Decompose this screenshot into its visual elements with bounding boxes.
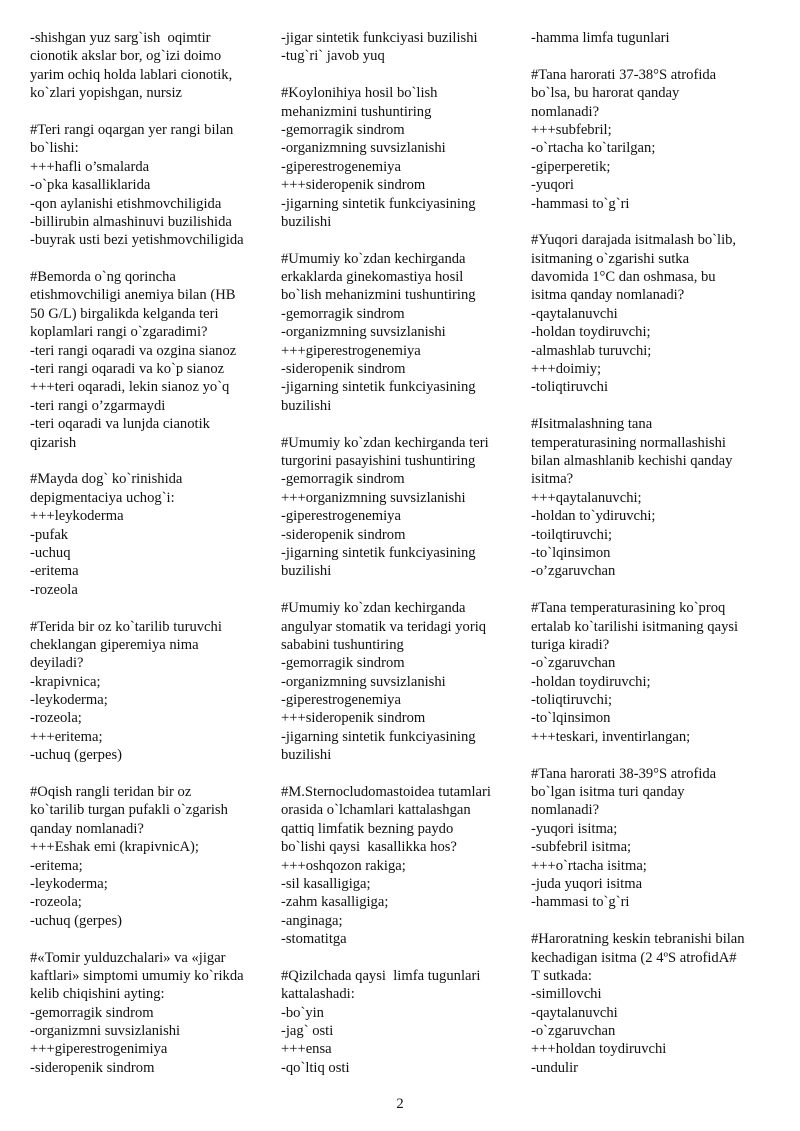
text-line: -sideropenik sindrom — [281, 361, 406, 378]
text-line: #Tana harorati 38-39°S atrofida — [531, 765, 717, 782]
text-line: -organizmning suvsizlanishi — [281, 324, 446, 341]
text-line: bilan almashlanib kechishi qanday — [531, 452, 733, 469]
text-line: +++giperestrogenemiya — [281, 342, 421, 359]
text-line — [281, 949, 521, 967]
text-line: -qaytalanuvchi — [531, 305, 618, 322]
text-line — [531, 581, 776, 599]
text-line: -gemorragik sindrom — [281, 121, 405, 138]
text-line: #Koylonihiya hosil bo`lish — [281, 85, 438, 102]
text-line: -gemorragik sindrom — [281, 655, 405, 672]
text-line: -holdan toydiruvchi; — [531, 324, 651, 341]
text-line: +++Eshak emi (krapivnicA); — [30, 839, 199, 856]
text-line: -holdan to`ydiruvchi; — [531, 508, 656, 525]
text-line: -holdan toydiruvchi; — [531, 673, 651, 690]
text-line: -hammasi to`g`ri — [531, 894, 630, 911]
text-line: #Tana temperaturasining ko`proq — [531, 600, 726, 617]
text-line: buzilishi — [281, 397, 332, 414]
text-line: -organizmning suvsizlanishi — [281, 673, 446, 690]
text-line: #Yuqori darajada isitmalash bo`lib, — [531, 232, 737, 249]
text-line: etishmovchiligi anemiya bilan (HB — [30, 287, 236, 304]
text-line: -leykoderma; — [30, 692, 108, 709]
text-line: -hamma limfa tugunlari — [531, 30, 670, 46]
text-line: #Bemorda o`ng qorincha — [30, 269, 176, 286]
text-line: isitmaning o`zgarishi sutka — [531, 250, 690, 267]
text-line: -jigar sintetik funkciyasi buzilishi — [281, 30, 478, 46]
text-column-right — [531, 29, 776, 1077]
text-line: -simillovchi — [531, 986, 602, 1003]
text-line: -yuqori isitma; — [531, 820, 618, 837]
text-line: +++teri oqaradi, lekin sianoz yo`q — [30, 379, 230, 396]
text-line: isitma? — [531, 471, 574, 488]
text-line — [281, 231, 521, 249]
text-line: -rozeola; — [30, 894, 82, 911]
text-line: -toliqtiruvchi — [531, 379, 609, 396]
text-line: ko`tarilib turgan pufakli o`zgarish — [30, 802, 228, 819]
text-line: -jag` osti — [281, 1023, 334, 1040]
text-line: nomlanadi? — [531, 802, 600, 819]
text-line: -o`pka kasalliklarida — [30, 177, 151, 194]
text-line: -shishgan yuz sarg`ish oqimtir — [30, 30, 211, 46]
text-line: -bo`yin — [281, 1004, 324, 1021]
text-line: ertalab ko`tarilishi isitmaning qaysi — [531, 618, 739, 635]
text-line: -jigarning sintetik funkciyasining — [281, 728, 476, 745]
text-line: -juda yuqori isitma — [531, 875, 643, 892]
text-line: -sideropenik sindrom — [281, 526, 406, 543]
text-line: -subfebril isitma; — [531, 839, 632, 856]
text-line: #Tana harorati 37-38°S atrofida — [531, 66, 717, 83]
text-column-left — [30, 29, 270, 1077]
text-line — [531, 746, 776, 764]
text-line: -teri rangi o’zgarmaydi — [30, 397, 166, 414]
text-line: -qo`ltiq osti — [281, 1059, 350, 1076]
text-line: +++doimiy; — [531, 361, 602, 378]
text-line: +++hafli o’smalarda — [30, 158, 150, 175]
text-line: -sideropenik sindrom — [30, 1059, 155, 1076]
text-line: +++leykoderma — [30, 508, 124, 525]
text-line: -gemorragik sindrom — [281, 305, 405, 322]
text-line — [30, 452, 270, 470]
text-line: ko`zlari yopishgan, nursiz — [30, 85, 182, 102]
text-line: +++holdan toydiruvchi — [531, 1041, 667, 1058]
text-line — [30, 103, 270, 121]
text-line: +++organizmning suvsizlanishi — [281, 489, 466, 506]
text-line: kattalashadi: — [281, 986, 355, 1003]
text-line: -qaytalanuvchi — [531, 1004, 618, 1021]
text-line: bo`lishi: — [30, 140, 79, 157]
text-line: -giperperetik; — [531, 158, 611, 175]
text-line: +++o`rtacha isitma; — [531, 857, 647, 874]
text-line: bo`lgan isitma turi qanday — [531, 784, 685, 801]
text-line: -to`lqinsimon — [531, 710, 611, 727]
text-line: -gemorragik sindrom — [30, 1004, 154, 1021]
text-line: +++ensa — [281, 1041, 332, 1058]
text-line: kechadigan isitma (2 4ºS atrofidA# — [531, 949, 737, 966]
text-column-middle — [281, 29, 521, 1077]
text-line — [531, 47, 776, 65]
text-line: -giperestrogenemiya — [281, 508, 401, 525]
text-line: -o`rtacha ko`tarilgan; — [531, 140, 656, 157]
text-line: -teri rangi oqaradi va ko`p sianoz — [30, 361, 225, 378]
text-line: -zahm kasalligiga; — [281, 894, 389, 911]
text-line: #Umumiy ko`zdan kechirganda — [281, 250, 466, 267]
text-line: -jigarning sintetik funkciyasining — [281, 379, 476, 396]
text-line: -jigarning sintetik funkciyasining — [281, 544, 476, 561]
text-line: #Terida bir oz ko`tarilib turuvchi — [30, 618, 222, 635]
text-line: -stomatitga — [281, 931, 347, 948]
text-line: qattiq limfatik bezning paydo — [281, 820, 454, 837]
text-line: -o`zgaruvchan — [531, 655, 616, 672]
text-line: -billirubin almashinuvi buzilishida — [30, 213, 232, 230]
text-line: temperaturasining normallashishi — [531, 434, 726, 451]
text-line: #Mayda dog` ko`rinishida — [30, 471, 183, 488]
text-line: deyiladi? — [30, 655, 84, 672]
text-line — [531, 912, 776, 930]
text-line: kelib chiqishini ayting: — [30, 986, 165, 1003]
text-line: +++sideropenik sindrom — [281, 177, 426, 194]
text-line — [30, 250, 270, 268]
text-line: -hammasi to`g`ri — [531, 195, 630, 212]
text-line: -qon aylanishi etishmovchiligida — [30, 195, 222, 212]
text-line: #Isitmalashning tana — [531, 416, 653, 433]
text-line: -organizmning suvsizlanishi — [281, 140, 446, 157]
text-line: +++subfebril; — [531, 121, 612, 138]
text-line: T sutkada: — [531, 967, 592, 984]
text-line: #Teri rangi oqargan yer rangi bilan — [30, 121, 234, 138]
text-line: +++eritema; — [30, 728, 103, 745]
text-line — [30, 765, 270, 783]
text-line: qizarish — [30, 434, 77, 451]
text-line: angulyar stomatik va teridagi yoriq — [281, 618, 487, 635]
text-line: buzilishi — [281, 563, 332, 580]
text-line: 50 G/L) birgalikda kelganda teri — [30, 305, 219, 322]
text-line: #Umumiy ko`zdan kechirganda — [281, 600, 466, 617]
text-line: bo`lsa, bu harorat qanday — [531, 85, 680, 102]
text-line: -almashlab turuvchi; — [531, 342, 652, 359]
text-line: #Qizilchada qaysi limfa tugunlari — [281, 967, 481, 984]
text-line: turiga kiradi? — [531, 636, 610, 653]
text-line — [281, 581, 521, 599]
text-line: -teri oqaradi va lunjda cianotik — [30, 416, 210, 433]
text-line: -krapivnica; — [30, 673, 101, 690]
text-line: +++qaytalanuvchi; — [531, 489, 642, 506]
text-line: #«Tomir yulduzchalari» va «jigar — [30, 949, 226, 966]
text-line: -gemorragik sindrom — [281, 471, 405, 488]
text-line: nomlanadi? — [531, 103, 600, 120]
text-line: #Oqish rangli teridan bir oz — [30, 784, 192, 801]
text-line: -o`zgaruvchan — [531, 1023, 616, 1040]
text-line: #M.Sternocludomastoidea tutamlari — [281, 784, 491, 801]
text-line: -tug`ri` javob yuq — [281, 48, 385, 65]
text-line — [281, 415, 521, 433]
text-line — [281, 66, 521, 84]
text-line: -uchuq (gerpes) — [30, 912, 122, 929]
text-line: -o’zgaruvchan — [531, 563, 616, 580]
text-line: +++teskari, inventirlangan; — [531, 728, 691, 745]
text-line: -eritema — [30, 563, 79, 580]
text-line: -teri rangi oqaradi va ozgina sianoz — [30, 342, 237, 359]
text-line: -uchuq — [30, 544, 71, 561]
text-line: +++giperestrogenimiya — [30, 1041, 168, 1058]
text-line: -yuqori — [531, 177, 574, 194]
text-line: mehanizmini tushuntiring — [281, 103, 432, 120]
text-line: -pufak — [30, 526, 69, 543]
text-line: -eritema; — [30, 857, 83, 874]
text-line: depigmentaciya uchog`i: — [30, 489, 175, 506]
text-line: cheklangan giperemiya nima — [30, 636, 199, 653]
page-number: 2 — [396, 1096, 404, 1112]
text-line: -toilqtiruvchi; — [531, 526, 613, 543]
text-line: cionotik akslar bor, og`izi doimo — [30, 48, 222, 65]
text-line: buzilishi — [281, 747, 332, 764]
text-line: -uchuq (gerpes) — [30, 747, 122, 764]
text-line: -anginaga; — [281, 912, 343, 929]
text-line: bo`lishi qaysi kasallikka hos? — [281, 839, 457, 856]
text-line: isitma qanday nomlanadi? — [531, 287, 685, 304]
text-line: -rozeola — [30, 581, 78, 598]
text-line: koplamlari rangi o`zgaradimi? — [30, 324, 208, 341]
text-line — [531, 213, 776, 231]
text-line: yarim ochiq holda lablari cionotik, — [30, 66, 233, 83]
text-line — [30, 599, 270, 617]
text-line: orasida o`lchamlari kattalashgan — [281, 802, 471, 819]
text-line: #Haroratning keskin tebranishi bilan — [531, 931, 745, 948]
text-line: turgorini pasayishini tushuntiring — [281, 452, 476, 469]
text-line: -giperestrogenemiya — [281, 692, 401, 709]
text-line: -undulir — [531, 1059, 579, 1076]
text-line — [281, 765, 521, 783]
text-line: +++sideropenik sindrom — [281, 710, 426, 727]
text-line: -jigarning sintetik funkciyasining — [281, 195, 476, 212]
text-line: -leykoderma; — [30, 875, 108, 892]
text-line: -rozeola; — [30, 710, 82, 727]
text-line: sababini tushuntiring — [281, 636, 404, 653]
text-line — [30, 930, 270, 948]
text-line: davomida 1°C dan oshmasa, bu — [531, 269, 716, 286]
text-line: -giperestrogenemiya — [281, 158, 401, 175]
text-line: -sil kasalligiga; — [281, 875, 371, 892]
text-line: kaftlari» simptomi umumiy ko`rikda — [30, 967, 244, 984]
text-line: erkaklarda ginekomastiya hosil — [281, 269, 464, 286]
text-line: qanday nomlanadi? — [30, 820, 144, 837]
text-line: #Umumiy ko`zdan kechirganda teri — [281, 434, 489, 451]
text-line: -to`lqinsimon — [531, 544, 611, 561]
text-line: -organizmni suvsizlanishi — [30, 1023, 181, 1040]
text-line: +++oshqozon rakiga; — [281, 857, 406, 874]
text-line: buzilishi — [281, 213, 332, 230]
text-line: -toliqtiruvchi; — [531, 692, 613, 709]
text-line: bo`lish mehanizmini tushuntiring — [281, 287, 476, 304]
text-line — [531, 397, 776, 415]
text-line: -buyrak usti bezi yetishmovchiligida — [30, 232, 244, 249]
